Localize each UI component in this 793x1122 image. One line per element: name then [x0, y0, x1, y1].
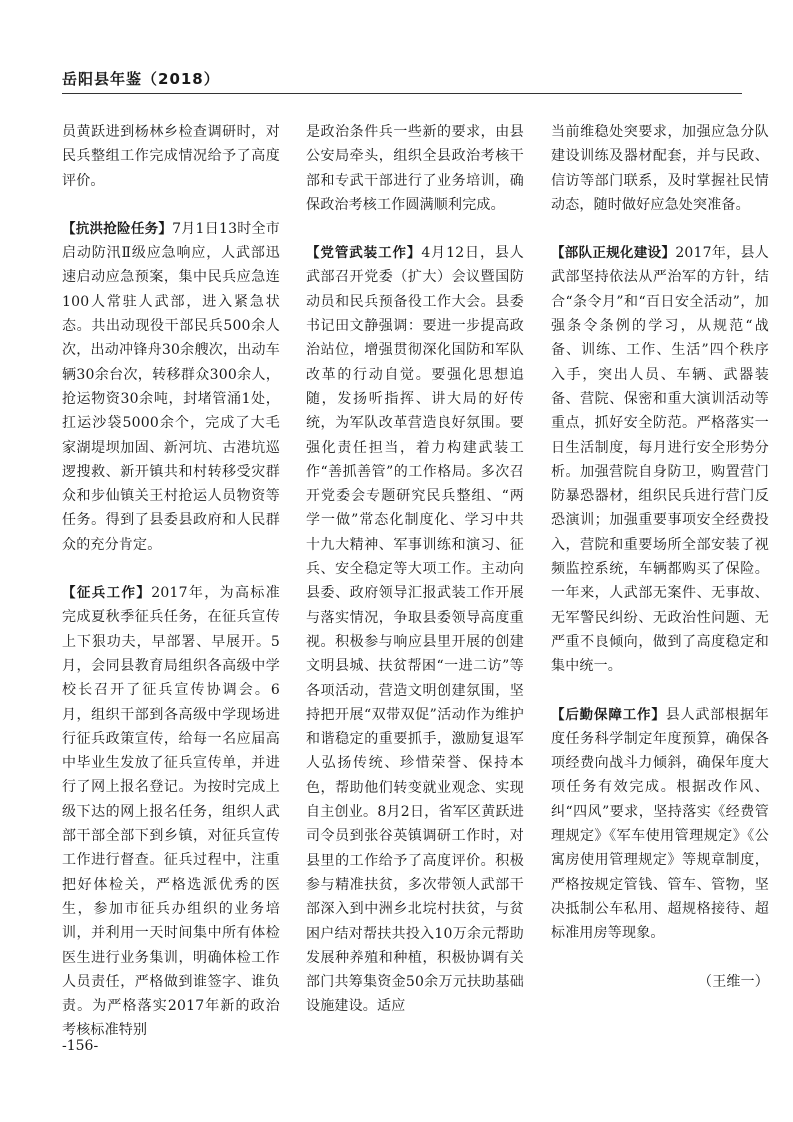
author-signature: （王维一） [698, 973, 769, 990]
section-body-logistics: 县人武部根据年度任务科学制定年度预算，确保各项经费向战斗力倾斜，确保年度大项任务有效完成。根据改作风、纠“四风”要求，坚持落实《经费管理规定》《军车使用管理规定》《公寓房使用管理规定》等规章制度，严格按规定管钱、管车、管物，坚决抵制公车私用、超规格接待、超标准用房等现象。 [551, 706, 769, 942]
running-header [62, 68, 742, 92]
section-logistics [551, 703, 769, 946]
section-title-logistics: 【后勤保障工作】 [551, 706, 666, 723]
yearbook-title: 岳阳县年鉴（2018） [62, 70, 220, 88]
paragraph-continued: 是政治条件兵一些新的要求，由县公安局牵头，组织全县政治考核干部和专武干部进行了业务培训，确保政治考核工作圆满顺利完成。 [306, 124, 524, 213]
paragraph-continued: 员黄跃进到杨林乡检查调研时，对民兵整组工作完成情况给予了高度评价。 [62, 124, 280, 189]
section-body-flood-relief: 7月1日13时全市启动防汛Ⅱ级应急响应，人武部迅速启动应急预案，集中民兵应急连100人常驻人武部，进入紧急状态。共出动现役干部民兵500余人次，出动冲锋舟30余艘次，出动车辆30余台次，转移群众300余人，抢运物资30余吨，封堵管涌1处，扛运沙袋5000余个，完成了大毛家湖堤坝加固、新河坑、古港坑巡逻搜救、新开镇共和村转移受灾群众和步仙镇关王村抢运人员物资等任务。得到了县委县政府和人民群众的充分肯定。 [62, 220, 280, 553]
section-flood-relief [62, 217, 280, 557]
section-conscription [62, 581, 280, 1043]
column-2 [306, 120, 524, 1019]
section-body-conscription: 2017年，为高标准完成夏秋季征兵任务，在征兵宣传上下狠功夫，早部署、早展开。5月，会同县教育局组织各高级中学校长召开了征兵宣传协调会。6月，组织干部到各高级中学现场进行征兵政策宣传，给每一名应届高中毕业生发放了征兵宣传单，并进行了网上报名登记。为按时完成上级下达的网上报名任务，组织人武部干部全部下到乡镇，对征兵宣传工作进行督查。征兵过程中，注重把好体检关，严格选派优秀的医生，参加市征兵办组织的业务培训，并利用一天时间集中所有体检医生进行业务集训，明确体检工作人员责任，严格做到谁签字、谁负责。为严格落实2017年新的政治考核标准特别 [62, 585, 280, 1039]
page-number: -156- [62, 1038, 99, 1054]
section-title-flood-relief: 【抗洪抢险任务】 [62, 220, 173, 237]
section-body-party-armed-forces: 4月12日，县人武部召开党委（扩大）会议暨国防动员和民兵预备役工作大会。县委书记田文静强调：要进一步提高政治站位，增强贯彻深化国防和军队改革的行动自觉。要强化思想追随，发扬听指挥、讲大局的好传统，为军队改革营造良好氛围。要强化责任担当，着力构建武装工作“善抓善管”的工作格局。多次召开党委会专题研究民兵整组、“两学一做”常态化制度化、学习中共十九大精神、军事训练和演习、征兵、安全稳定等大项工作。主动向县委、政府领导汇报武装工作开展与落实情况，争取县委领导高度重视。积极参与响应县里开展的创建文明县城、扶贫帮困“一进二访”等各项活动，营造文明创建氛围，坚持把开展“双带双促”活动作为维护和谐稳定的重要抓手，激励复退军人弘扬传统、珍惜荣誉、保持本色，帮助他们转变就业观念、实现自主创业。8月2日，省军区黄跃进司令员到张谷英镇调研工作时，对县里的工作给予了高度评价。积极参与精准扶贫，多次带领人武部干部深入到中洲乡北垸村扶贫，与贫困户结对帮扶共投入10万余元帮助发展种养殖和种植，积极协调有关部门共筹集资金50余万元扶助基础设施建设。适应 [306, 245, 524, 1015]
section-party-armed-forces [306, 241, 524, 1019]
column-1 [62, 120, 280, 1043]
section-regularization [551, 241, 769, 678]
section-body-regularization: 2017年，县人武部坚持依法从严治军的方针，结合“条令月”和“百日安全活动”，加强条令条例的学习，从规范“战备、训练、工作、生活”四个秩序入手，突出人员、车辆、武器装备、营院、保密和重大演训活动等重点，抓好安全防范。严格落实一日生活制度，每月进行安全形势分析。加强营院自身防卫，购置营门防暴恐器材，组织民兵进行营门反恐演训；加强重要事项安全经费投入，营院和重要场所全部安装了视频监控系统，车辆都购买了保险。一年来，人武部无案件、无事故、无军警民纠纷、无政治性问题、无严重不良倾向，做到了高度稳定和集中统一。 [551, 245, 769, 675]
paragraph-continued: 当前维稳处突要求，加强应急分队建设训练及器材配套，并与民政、信访等部门联系，及时掌握社民情动态，随时做好应急处突准备。 [551, 124, 769, 213]
section-title-party-armed-forces: 【党管武装工作】 [306, 245, 422, 262]
header-rule [62, 93, 742, 94]
column-3 [551, 120, 769, 994]
section-title-conscription: 【征兵工作】 [62, 585, 152, 602]
section-title-regularization: 【部队正规化建设】 [551, 245, 676, 262]
